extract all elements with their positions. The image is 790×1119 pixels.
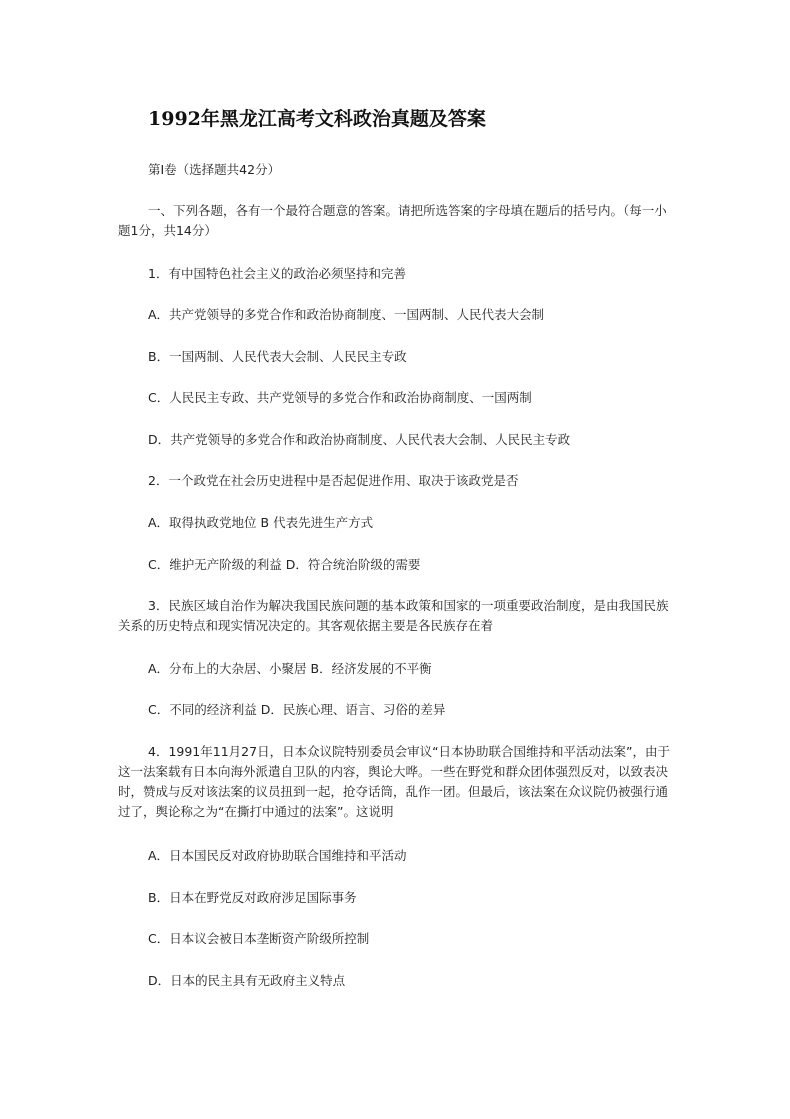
question-4-option-b: B．日本在野党反对政府涉足国际事务 bbox=[148, 890, 357, 905]
page-title: 1992年黑龙江高考文科政治真题及答案 bbox=[148, 108, 486, 130]
question-4-option-c: C．日本议会被日本垄断资产阶级所控制 bbox=[148, 931, 370, 946]
question-4-stem: 4．1991年11月27日，日本众议院特别委员会审议“日本协助联合国维持和平活动法案”，由于这一法案载有日本向海外派遣自卫队的内容，舆论大哗。一些在野党和群众团体强烈反对，以致表决时，赞成与反对该法案的议员扭到一起，抢夺话筒，乱作一团。但最后，该法案在众议院仍被强行通过了，舆论称之为“在撕打中通过的法案”。这说明 bbox=[118, 744, 671, 819]
question-1-option-d: D．共产党领导的多党合作和政治协商制度、人民代表大会制、人民民主专政 bbox=[148, 432, 571, 447]
question-2-stem: 2．一个政党在社会历史进程中是否起促进作用、取决于该政党是否 bbox=[148, 473, 519, 488]
question-3-stem: 3．民族区域自治作为解决我国民族问题的基本政策和国家的一项重要政治制度，是由我国民族关系的历史特点和现实情况决定的。其客观依据主要是各民族存在着 bbox=[118, 598, 669, 633]
question-1-option-c: C．人民民主专政、共产党领导的多党合作和政治协商制度、一国两制 bbox=[148, 390, 532, 405]
question-2-option-cd: C．维护无产阶级的利益 D．符合统治阶级的需要 bbox=[148, 557, 421, 572]
question-2-option-ab: A．取得执政党地位 B 代表先进生产方式 bbox=[148, 515, 374, 530]
question-1-option-a: A．共产党领导的多党合作和政治协商制度、一国两制、人民代表大会制 bbox=[148, 307, 545, 322]
question-4-option-d: D．日本的民主具有无政府主义特点 bbox=[148, 973, 346, 988]
instructions: 一、下列各题，各有一个最符合题意的答案。请把所选答案的字母填在题后的括号内。（每一小题1分，共14分） bbox=[118, 203, 667, 238]
question-1-stem: 1．有中国特色社会主义的政治必须坚持和完善 bbox=[148, 266, 406, 281]
question-3-option-cd: C．不同的经济利益 D．民族心理、语言、习俗的差异 bbox=[148, 702, 446, 717]
question-4-option-a: A．日本国民反对政府协助联合国维持和平活动 bbox=[148, 848, 407, 863]
question-3-option-ab: A．分布上的大杂居、小聚居 B．经济发展的不平衡 bbox=[148, 661, 432, 676]
section-heading: 第Ⅰ卷（选择题共42分） bbox=[148, 162, 281, 177]
question-1-option-b: B．一国两制、人民代表大会制、人民民主专政 bbox=[148, 349, 407, 364]
